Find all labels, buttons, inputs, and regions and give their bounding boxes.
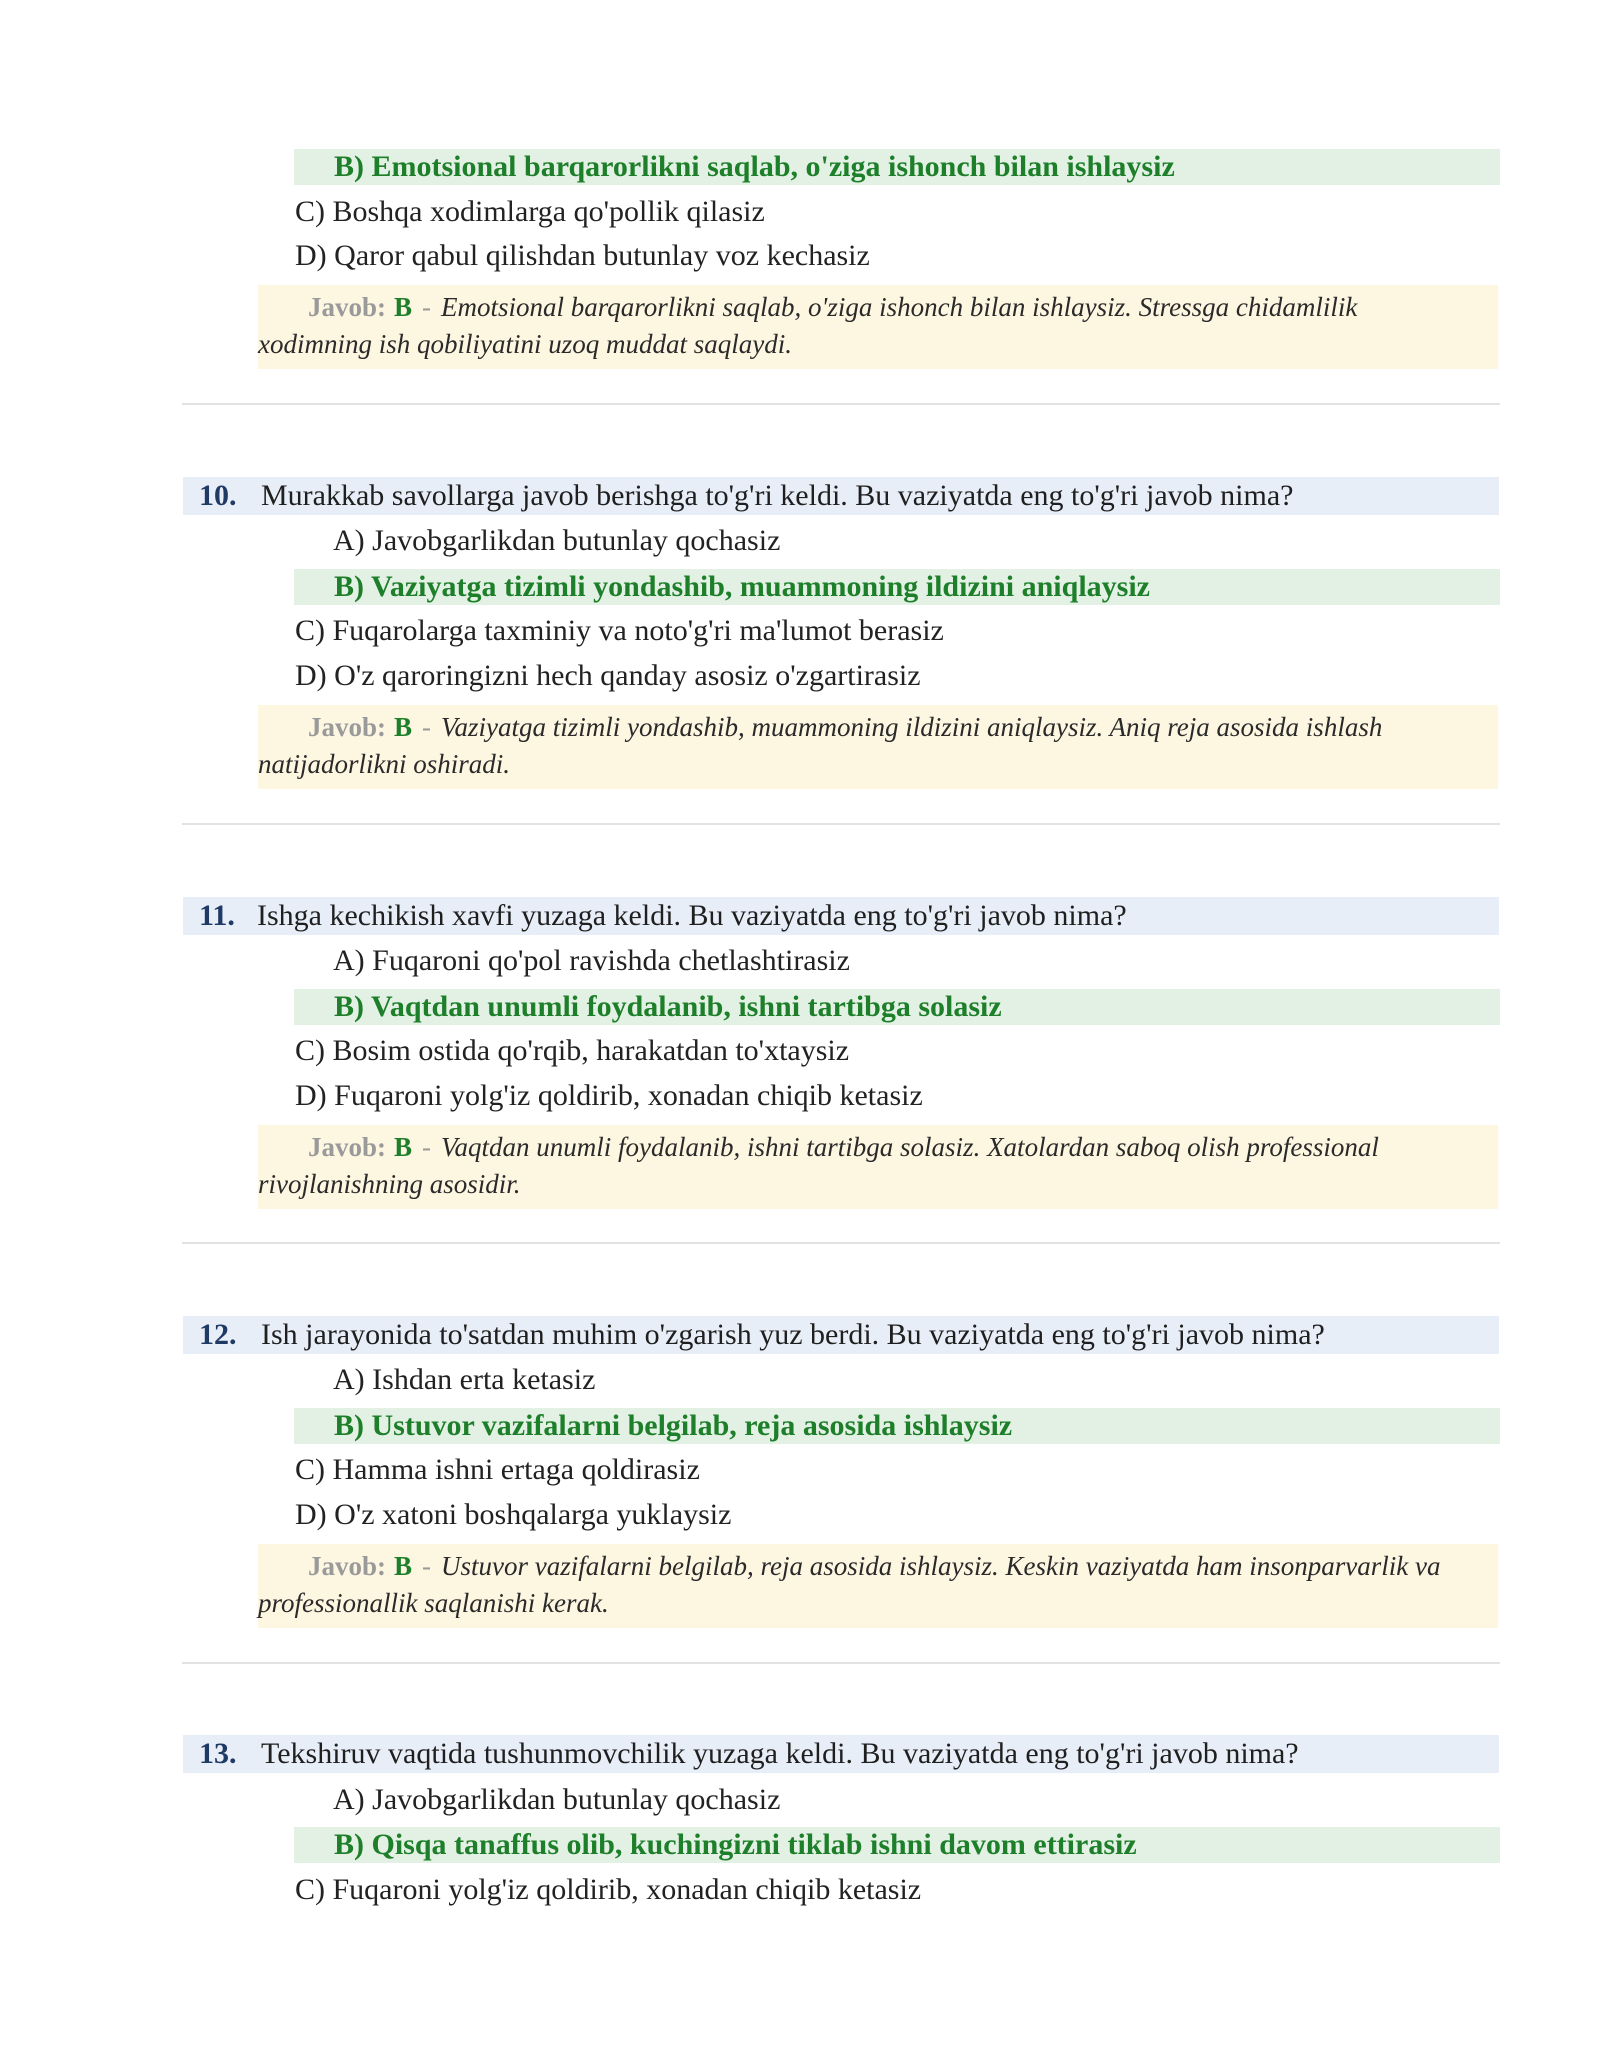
q11-option-d: D) Fuqaroni yolg'iz qoldirib, xonadan chiqib ketasiz (295, 1079, 923, 1112)
q13-header (183, 1735, 1499, 1773)
answer-label: Javob: (308, 712, 387, 742)
divider (182, 1242, 1500, 1244)
q12-option-b-correct: B) Ustuvor vazifalarni belgilab, reja asosida ishlaysiz (294, 1408, 1500, 1444)
answer-dash: - (422, 1132, 432, 1162)
answer-dash: - (422, 712, 432, 742)
q12-option-a: A) Ishdan erta ketasiz (333, 1363, 596, 1396)
divider (182, 823, 1500, 825)
answer-letter: B (394, 712, 413, 742)
q10-option-a: A) Javobgarlikdan butunlay qochasiz (333, 524, 781, 557)
answer-explanation: Ustuvor vazifalarni belgilab, reja asosida ishlaysiz. Keskin vaziyatda ham insonparvarlik va professionallik saqlanishi kerak. (258, 1551, 1441, 1618)
answer-letter: B (394, 292, 413, 322)
answer-label: Javob: (308, 1132, 387, 1162)
q10-answer-box (258, 705, 1498, 789)
q11-option-a: A) Fuqaroni qo'pol ravishda chetlashtirasiz (333, 944, 850, 977)
q12-option-d: D) O'z xatoni boshqalarga yuklaysiz (295, 1498, 732, 1531)
q12-header (183, 1316, 1499, 1354)
q10-option-b-correct: B) Vaziyatga tizimli yondashib, muammoning ildizini aniqlaysiz (294, 569, 1500, 605)
answer-label: Javob: (308, 292, 387, 322)
q13-option-c: C) Fuqaroni yolg'iz qoldirib, xonadan chiqib ketasiz (295, 1873, 922, 1906)
q12-option-c: C) Hamma ishni ertaga qoldirasiz (295, 1453, 700, 1486)
q9-answer-box (258, 285, 1498, 369)
question-number: 12. (199, 1318, 237, 1351)
q13-option-a: A) Javobgarlikdan butunlay qochasiz (333, 1783, 781, 1816)
question-text: Murakkab savollarga javob berishga to'g'ri keldi. Bu vaziyatda eng to'g'ri javob nima? (261, 479, 1294, 512)
q10-option-c: C) Fuqarolarga taxminiy va noto'g'ri ma'lumot berasiz (295, 614, 944, 647)
answer-letter: B (394, 1132, 413, 1162)
q11-option-b-correct: B) Vaqtdan unumli foydalanib, ishni tartibga solasiz (294, 989, 1500, 1025)
question-text: Ish jarayonida to'satdan muhim o'zgarish yuz berdi. Bu vaziyatda eng to'g'ri javob nima? (261, 1318, 1325, 1351)
answer-explanation: Vaziyatga tizimli yondashib, muammoning ildizini aniqlaysiz. Aniq reja asosida ishlash natijadorlikni oshiradi. (258, 712, 1383, 779)
q10-option-d: D) O'z qaroringizni hech qanday asosiz o'zgartirasiz (295, 659, 921, 692)
q11-option-c: C) Bosim ostida qo'rqib, harakatdan to'xtaysiz (295, 1034, 850, 1067)
divider (182, 403, 1500, 405)
q10-header (183, 477, 1499, 515)
answer-dash: - (422, 292, 432, 322)
q12-answer-box (258, 1544, 1498, 1628)
answer-label: Javob: (308, 1551, 387, 1581)
q11-header (183, 897, 1499, 935)
answer-explanation: Vaqtdan unumli foydalanib, ishni tartibga solasiz. Xatolardan saboq olish professional rivojlanishning asosidir. (258, 1132, 1379, 1199)
answer-explanation: Emotsional barqarorlikni saqlab, o'ziga ishonch bilan ishlaysiz. Stressga chidamlilik xodimning ish qobiliyatini uzoq muddat saqlaydi. (258, 292, 1358, 359)
question-text: Tekshiruv vaqtida tushunmovchilik yuzaga keldi. Bu vaziyatda eng to'g'ri javob nima? (261, 1737, 1299, 1770)
question-text: Ishga kechikish xavfi yuzaga keldi. Bu vaziyatda eng to'g'ri javob nima? (257, 899, 1127, 932)
q9-option-d: D) Qaror qabul qilishdan butunlay voz kechasiz (295, 239, 870, 272)
question-number: 10. (199, 479, 237, 512)
q13-option-b-correct: B) Qisqa tanaffus olib, kuchingizni tiklab ishni davom ettirasiz (294, 1827, 1500, 1863)
answer-dash: - (422, 1551, 432, 1581)
answer-letter: B (394, 1551, 413, 1581)
q9-option-c: C) Boshqa xodimlarga qo'pollik qilasiz (295, 195, 765, 228)
q9-option-b-correct: B) Emotsional barqarorlikni saqlab, o'ziga ishonch bilan ishlaysiz (294, 149, 1500, 185)
divider (182, 1662, 1500, 1664)
question-number: 13. (199, 1737, 237, 1770)
question-number: 11. (199, 899, 235, 932)
q11-answer-box (258, 1125, 1498, 1209)
